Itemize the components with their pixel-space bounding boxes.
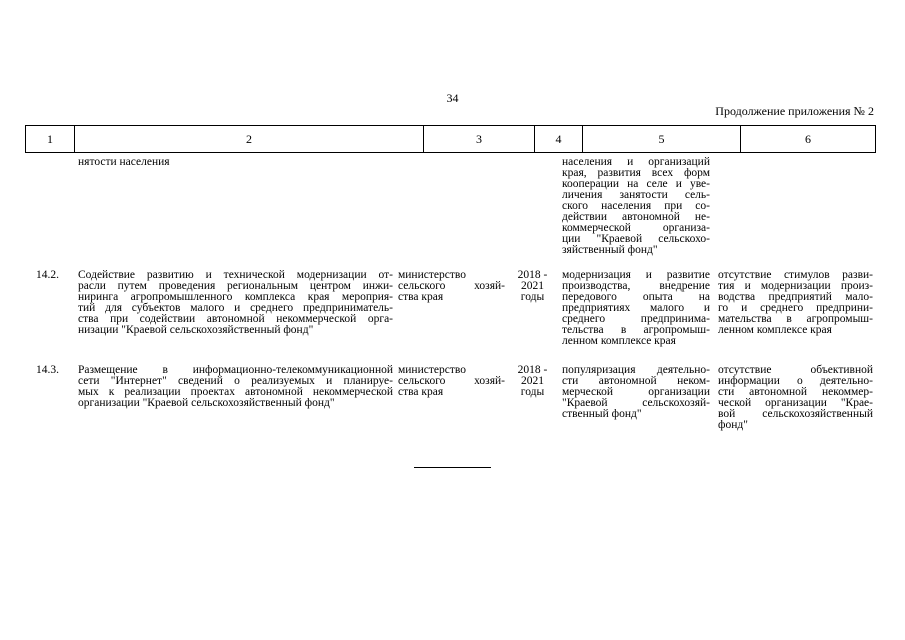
text-line: производства, внедрение (562, 280, 710, 292)
text-line: сети "Интернет" сведений о реализуемых и планируе- (78, 375, 393, 387)
text-line: ниринга агропромышленного комплекса края мероприя- (78, 291, 393, 303)
header-col-1: 1 (47, 132, 53, 146)
carryover-measure-text (78, 157, 393, 168)
header-col-2: 2 (246, 132, 252, 146)
text-line: ленном комплексе края (718, 324, 832, 336)
text-line: населения и организаций (562, 156, 710, 168)
text-line: сти автономной некоммер- (718, 386, 873, 398)
implementation-period (509, 270, 556, 303)
measure-description (78, 270, 393, 336)
carryover-result-text (562, 157, 710, 256)
text-line: 2018 - (517, 364, 548, 376)
expected-result (562, 270, 710, 347)
header-col-5: 5 (658, 132, 665, 146)
text-line: организации "Краевой сельскохозяйственный фонд" (78, 397, 335, 409)
text-line: тельства в агропромыш- (562, 324, 710, 336)
text-line: личения занятости сель- (562, 189, 710, 201)
text-line: ства при содействии автономной некоммерческой орга- (78, 313, 393, 325)
text-line: отсутствие объективной (718, 364, 873, 376)
table-header-row (25, 125, 876, 153)
header-col-3: 3 (476, 132, 482, 146)
appendix-continuation-label: Продолжение приложения № 2 (715, 104, 874, 118)
non-implementation-consequences (718, 270, 873, 336)
page-number: 34 (446, 91, 459, 105)
text-line: сельского хозяй- (398, 280, 505, 292)
text-line: сти автономной неком- (562, 375, 710, 387)
text-line: ленном комплексе края (562, 335, 676, 347)
text-line: нятости населения (78, 156, 170, 168)
header-col-4: 4 (555, 132, 562, 146)
text-line: предприятиях малого и (562, 302, 710, 314)
text-line: действии автономной не- (562, 211, 710, 223)
end-of-document-rule (414, 467, 491, 468)
measure-description (78, 365, 393, 409)
non-implementation-consequences (718, 365, 873, 431)
text-line: мерческой организации (562, 386, 710, 398)
text-line: коммерческой организа- (562, 222, 710, 234)
text-line: вой сельскохозяйственный (718, 408, 873, 420)
text-line: мых к реализации проектах автономной некоммерческой (78, 386, 393, 398)
text-line: тий для субъектов малого и среднего предприниматель- (78, 302, 393, 314)
text-line: министерство (398, 269, 466, 281)
text-line: Размещение в информационно-телекоммуникационной (78, 364, 393, 376)
row-number: 14.2. (36, 269, 59, 281)
text-line: годы (520, 291, 545, 303)
header-col-6: 6 (805, 132, 811, 146)
expected-result (562, 365, 710, 420)
text-line: го и среднего предприни- (718, 302, 873, 314)
text-line: водства предприятий мало- (718, 291, 873, 303)
text-line: министерство (398, 364, 466, 376)
text-line: передового опыта на (562, 291, 710, 303)
text-line: ственный фонд" (562, 408, 642, 420)
text-line: популяризация деятельно- (562, 364, 710, 376)
text-line: ского населения при со- (562, 200, 710, 212)
text-line: "Краевой сельскохозяй- (562, 397, 710, 409)
responsible-executor (398, 270, 505, 303)
text-line: фонд" (718, 419, 748, 431)
text-line: низации "Краевой сельскохозяйственный фонд" (78, 324, 314, 336)
text-line: ции "Краевой сельскохо- (562, 233, 710, 245)
text-line: 2021 (521, 280, 544, 292)
text-line: Содействие развитию и технической модернизации от- (78, 269, 393, 281)
text-line: 2021 (521, 375, 544, 387)
text-line: ства края (398, 386, 444, 398)
text-line: кооперации на селе и уве- (562, 178, 710, 190)
text-line: годы (520, 386, 545, 398)
text-line: сельского хозяй- (398, 375, 505, 387)
responsible-executor (398, 365, 505, 398)
text-line: отсутствие стимулов разви- (718, 269, 873, 281)
text-line: ческой организации "Крае- (718, 397, 873, 409)
text-line: модернизация и развитие (562, 269, 710, 281)
text-line: расли путем проведения региональным центром инжи- (78, 280, 393, 292)
text-line: ства края (398, 291, 444, 303)
text-line: мательства в агропромыш- (718, 313, 873, 325)
implementation-period (509, 365, 556, 398)
text-line: зяйственный фонд" (562, 244, 658, 256)
text-line: информации о деятельно- (718, 375, 873, 387)
text-line: края, развития всех форм (562, 167, 710, 179)
text-line: среднего предпринима- (562, 313, 710, 325)
text-line: тия и модернизации произ- (718, 280, 873, 292)
row-number: 14.3. (36, 364, 59, 376)
text-line: 2018 - (517, 269, 548, 281)
